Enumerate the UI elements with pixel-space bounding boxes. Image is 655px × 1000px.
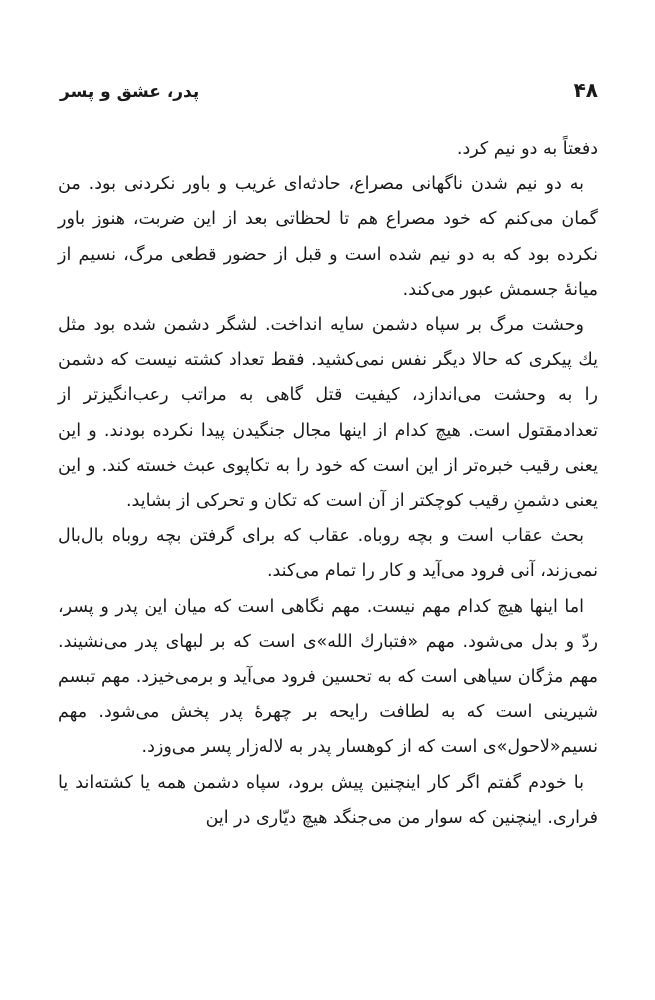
- page-number: ۴۸: [573, 78, 598, 102]
- paragraph: به دو نیم شدن ناگهانی مصراع، حادثه‌ای غریب و باور نکردنی بود. من گمان می‌کنم که خود مصراع هم تا لحظاتی بعد از این ضربت، هنوز باور نکرده بود که به دو نیم شده است و قبل از حضور قطعی مرگ، نسیم از میانهٔ جسمش عبور می‌کند.: [58, 174, 598, 300]
- paragraph: دفعتاً به دو نیم کرد.: [456, 139, 598, 159]
- body-text: [58, 132, 598, 836]
- paragraph: اما اینها هیچ کدام مهم نیست. مهم نگاهی است که میان این پدر و پسر، ردّ و بدل می‌شود. مهم «فتبارك الله»ی است که بر لبهای پدر می‌نشیند. مهم مژگان سیاهی است که به تحسین فرود می‌آید و برمی‌خیزد. مهم تبسم شیرینی است که به لطافت رایحه بر چهرهٔ پدر پخش می‌شود. مهم نسیم«لاحول»ی است که از کوهسار پدر به لاله‌زار پسر می‌وزد.: [58, 596, 598, 758]
- paragraph: بحث عقاب است و بچه روباه. عقاب که برای گرفتن بچه روباه بال‌بال نمی‌زند، آنی فرود می‌آید و کار را تمام می‌کند.: [58, 526, 598, 582]
- paragraph: با خودم گفتم اگر کار اینچنین پیش برود، سپاه دشمن همه یا کشته‌اند یا فراری. اینچنین که سوار من می‌جنگد هیچ دیّاری در این: [58, 772, 598, 828]
- running-title: پدر، عشق و پسر: [60, 82, 200, 102]
- paragraph: وحشت مرگ بر سپاه دشمن سایه انداخت. لشگر دشمن شده بود مثل یك پیکری که حالا دیگر نفس نمی‌کشید. فقط تعداد کشته نیست که دشمن را به وحشت می‌اندازد، کیفیت قتل گاهی به مراتب رعب‌انگیزتر از تعدادمقتول است. هیچ کدام از اینها مجال جنگیدن پیدا نکرده بودند. و این یعنی رقیب خبره‌تر از این است که خود را به تکاپوی عبث خسته کند. و این یعنی دشمنِ رقیب کوچکتر از آن است که تکان و تحرکی از بشاید.: [58, 315, 598, 512]
